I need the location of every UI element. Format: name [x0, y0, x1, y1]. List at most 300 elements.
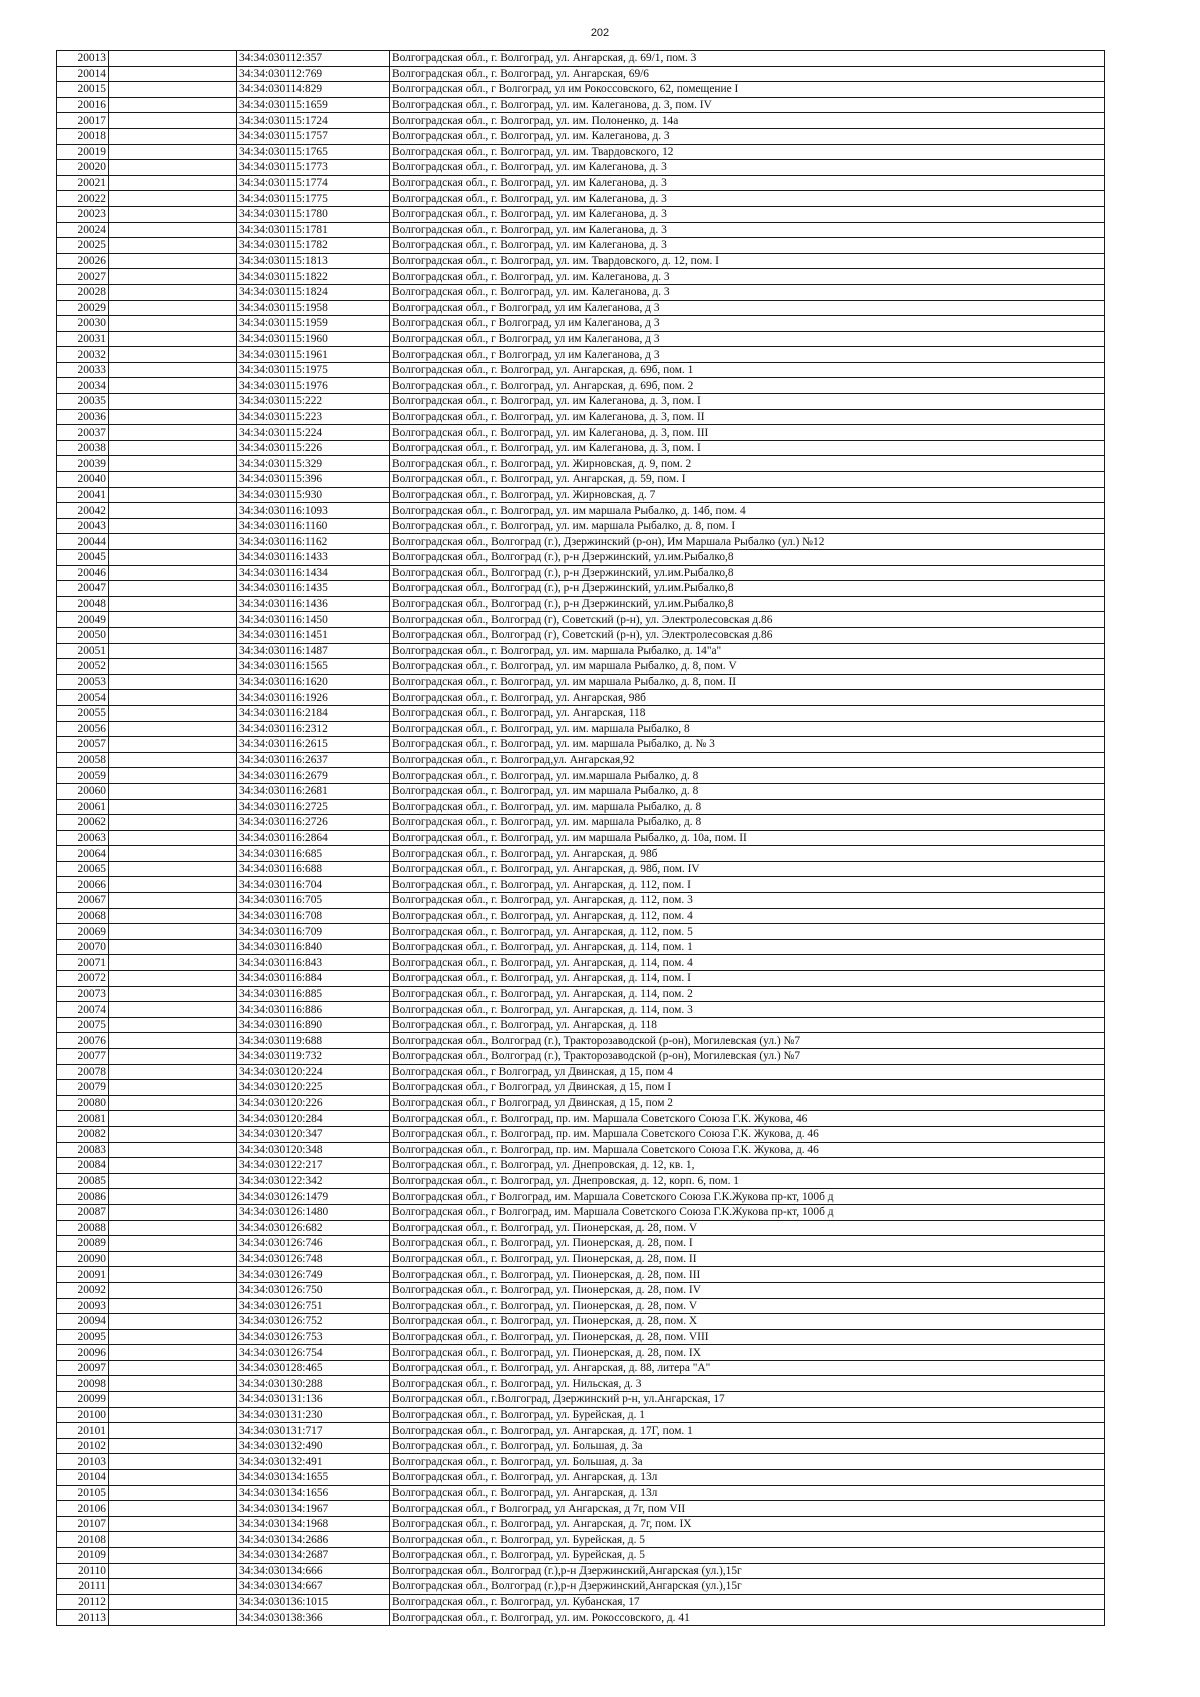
- row-number-cell: 20079: [57, 1080, 109, 1096]
- address-cell: Волгоградская обл., г. Волгоград, пр. им. Маршала Советского Союза Г.К. Жукова, д. 46: [390, 1126, 1105, 1142]
- cadastral-number-cell: 34:34:030138:366: [237, 1610, 390, 1626]
- empty-cell: [109, 113, 237, 129]
- address-cell: Волгоградская обл., г. Волгоград, ул. Ангарская, д. 17Г, пом. 1: [390, 1423, 1105, 1439]
- row-number-cell: 20071: [57, 955, 109, 971]
- empty-cell: [109, 1329, 237, 1345]
- empty-cell: [109, 612, 237, 628]
- cadastral-number-cell: 34:34:030136:1015: [237, 1594, 390, 1610]
- cadastral-number-cell: 34:34:030134:2686: [237, 1532, 390, 1548]
- row-number-cell: 20085: [57, 1173, 109, 1189]
- cadastral-number-cell: 34:34:030116:840: [237, 939, 390, 955]
- address-cell: Волгоградская обл., г. Волгоград, ул. им маршала Рыбалко, д. 8, пом. II: [390, 674, 1105, 690]
- table-row: [57, 51, 1105, 67]
- table-row: [57, 362, 1105, 378]
- address-cell: Волгоградская обл., г. Волгоград, ул. им. маршала Рыбалко, д. 8, пом. I: [390, 518, 1105, 534]
- cadastral-number-cell: 34:34:030115:1782: [237, 238, 390, 254]
- row-number-cell: 20033: [57, 362, 109, 378]
- empty-cell: [109, 1111, 237, 1127]
- row-number-cell: 20029: [57, 300, 109, 316]
- empty-cell: [109, 440, 237, 456]
- address-cell: Волгоградская обл., г. Волгоград, ул. Ангарская, д. 69б, пом. 1: [390, 362, 1105, 378]
- address-cell: Волгоградская обл., Волгоград (г.), р-н Дзержинский, ул.им.Рыбалко,8: [390, 581, 1105, 597]
- table-row: [57, 472, 1105, 488]
- cadastral-number-cell: 34:34:030116:709: [237, 924, 390, 940]
- cadastral-number-cell: 34:34:030116:885: [237, 986, 390, 1002]
- cadastral-number-cell: 34:34:030116:2726: [237, 815, 390, 831]
- table-row: [57, 1516, 1105, 1532]
- table-row: [57, 1485, 1105, 1501]
- cadastral-number-cell: 34:34:030116:1433: [237, 550, 390, 566]
- address-cell: Волгоградская обл., г. Волгоград, ул. Большая, д. 3а: [390, 1454, 1105, 1470]
- row-number-cell: 20028: [57, 284, 109, 300]
- cadastral-number-cell: 34:34:030126:1480: [237, 1204, 390, 1220]
- empty-cell: [109, 222, 237, 238]
- empty-cell: [109, 1267, 237, 1283]
- row-number-cell: 20055: [57, 705, 109, 721]
- cadastral-number-cell: 34:34:030134:1968: [237, 1516, 390, 1532]
- table-row: [57, 238, 1105, 254]
- register-table-body: [57, 51, 1105, 1626]
- row-number-cell: 20087: [57, 1204, 109, 1220]
- address-cell: Волгоградская обл., г. Волгоград, ул. им маршала Рыбалко, д. 14б, пом. 4: [390, 503, 1105, 519]
- cadastral-number-cell: 34:34:030116:2864: [237, 830, 390, 846]
- address-cell: Волгоградская обл., г. Волгоград, ул. им маршала Рыбалко, д. 8: [390, 783, 1105, 799]
- empty-cell: [109, 1033, 237, 1049]
- row-number-cell: 20035: [57, 394, 109, 410]
- row-number-cell: 20051: [57, 643, 109, 659]
- empty-cell: [109, 487, 237, 503]
- table-row: [57, 1189, 1105, 1205]
- address-cell: Волгоградская обл., Волгоград (г.), Тракторозаводской (р-он), Могилевская (ул.) №7: [390, 1049, 1105, 1065]
- table-row: [57, 924, 1105, 940]
- address-cell: Волгоградская обл., Волгоград (г), Советский (р-н), ул. Электролесовская д.86: [390, 627, 1105, 643]
- row-number-cell: 20072: [57, 971, 109, 987]
- address-cell: Волгоградская обл., г.Волгоград, Дзержинский р-н, ул.Ангарская, 17: [390, 1392, 1105, 1408]
- address-cell: Волгоградская обл., г. Волгоград, ул. им. Рокоссовского, д. 41: [390, 1610, 1105, 1626]
- row-number-cell: 20032: [57, 347, 109, 363]
- table-row: [57, 1548, 1105, 1564]
- address-cell: Волгоградская обл., г Волгоград, ул им Калеганова, д 3: [390, 347, 1105, 363]
- row-number-cell: 20091: [57, 1267, 109, 1283]
- cadastral-number-cell: 34:34:030115:1959: [237, 316, 390, 332]
- address-cell: Волгоградская обл., Волгоград (г.),р-н Дзержинский,Ангарская (ул.),15г: [390, 1579, 1105, 1595]
- cadastral-number-cell: 34:34:030116:843: [237, 955, 390, 971]
- address-cell: Волгоградская обл., г. Волгоград, ул. Пионерская, д. 28, пом. V: [390, 1220, 1105, 1236]
- empty-cell: [109, 830, 237, 846]
- table-row: [57, 1095, 1105, 1111]
- cadastral-number-cell: 34:34:030126:682: [237, 1220, 390, 1236]
- row-number-cell: 20020: [57, 160, 109, 176]
- cadastral-number-cell: 34:34:030116:2679: [237, 768, 390, 784]
- table-row: [57, 440, 1105, 456]
- empty-cell: [109, 721, 237, 737]
- row-number-cell: 20084: [57, 1158, 109, 1174]
- row-number-cell: 20027: [57, 269, 109, 285]
- row-number-cell: 20037: [57, 425, 109, 441]
- row-number-cell: 20038: [57, 440, 109, 456]
- table-row: [57, 347, 1105, 363]
- cadastral-number-cell: 34:34:030115:1822: [237, 269, 390, 285]
- cadastral-number-cell: 34:34:030116:884: [237, 971, 390, 987]
- empty-cell: [109, 1438, 237, 1454]
- cadastral-number-cell: 34:34:030115:224: [237, 425, 390, 441]
- empty-cell: [109, 877, 237, 893]
- cadastral-number-cell: 34:34:030126:749: [237, 1267, 390, 1283]
- table-row: [57, 955, 1105, 971]
- address-cell: Волгоградская обл., г. Волгоград, ул. им. Калеганова, д. 3: [390, 128, 1105, 144]
- table-row: [57, 908, 1105, 924]
- address-cell: Волгоградская обл., г. Волгоград, ул. им Калеганова, д. 3, пом. II: [390, 409, 1105, 425]
- row-number-cell: 20013: [57, 51, 109, 67]
- address-cell: Волгоградская обл., г. Волгоград, ул. Ангарская, д. 114, пом. 1: [390, 939, 1105, 955]
- empty-cell: [109, 1548, 237, 1564]
- address-cell: Волгоградская обл., г. Волгоград, ул. им Калеганова, д. 3: [390, 222, 1105, 238]
- empty-cell: [109, 1314, 237, 1330]
- cadastral-number-cell: 34:34:030116:1434: [237, 565, 390, 581]
- table-row: [57, 534, 1105, 550]
- table-row: [57, 1423, 1105, 1439]
- address-cell: Волгоградская обл., г. Волгоград, ул. им Калеганова, д. 3, пом. III: [390, 425, 1105, 441]
- empty-cell: [109, 206, 237, 222]
- row-number-cell: 20098: [57, 1376, 109, 1392]
- empty-cell: [109, 1017, 237, 1033]
- cadastral-number-cell: 34:34:030116:708: [237, 908, 390, 924]
- empty-cell: [109, 518, 237, 534]
- address-cell: Волгоградская обл., г. Волгоград, ул. им. маршала Рыбалко, д. 14"а": [390, 643, 1105, 659]
- table-row: [57, 300, 1105, 316]
- cadastral-number-cell: 34:34:030126:751: [237, 1298, 390, 1314]
- address-cell: Волгоградская обл., г. Волгоград, ул. Жирновская, д. 7: [390, 487, 1105, 503]
- empty-cell: [109, 596, 237, 612]
- empty-cell: [109, 1064, 237, 1080]
- table-row: [57, 1002, 1105, 1018]
- table-row: [57, 409, 1105, 425]
- cadastral-number-cell: 34:34:030120:224: [237, 1064, 390, 1080]
- row-number-cell: 20034: [57, 378, 109, 394]
- table-row: [57, 82, 1105, 98]
- empty-cell: [109, 238, 237, 254]
- empty-cell: [109, 908, 237, 924]
- cadastral-number-cell: 34:34:030115:1757: [237, 128, 390, 144]
- cadastral-number-cell: 34:34:030115:1780: [237, 206, 390, 222]
- row-number-cell: 20036: [57, 409, 109, 425]
- row-number-cell: 20113: [57, 1610, 109, 1626]
- row-number-cell: 20090: [57, 1251, 109, 1267]
- cadastral-number-cell: 34:34:030116:705: [237, 893, 390, 909]
- empty-cell: [109, 191, 237, 207]
- table-row: [57, 378, 1105, 394]
- table-row: [57, 1220, 1105, 1236]
- address-cell: Волгоградская обл., г. Волгоград, ул. Ангарская, д. 112, пом. 3: [390, 893, 1105, 909]
- cadastral-number-cell: 34:34:030134:1656: [237, 1485, 390, 1501]
- empty-cell: [109, 705, 237, 721]
- table-row: [57, 316, 1105, 332]
- row-number-cell: 20014: [57, 66, 109, 82]
- table-row: [57, 1360, 1105, 1376]
- table-row: [57, 269, 1105, 285]
- empty-cell: [109, 1204, 237, 1220]
- address-cell: Волгоградская обл., г. Волгоград, пр. им. Маршала Советского Союза Г.К. Жукова, д. 46: [390, 1142, 1105, 1158]
- table-row: [57, 1501, 1105, 1517]
- empty-cell: [109, 565, 237, 581]
- address-cell: Волгоградская обл., Волгоград (г.), Дзержинский (р-он), Им Маршала Рыбалко (ул.) №12: [390, 534, 1105, 550]
- cadastral-number-cell: 34:34:030126:748: [237, 1251, 390, 1267]
- table-row: [57, 659, 1105, 675]
- row-number-cell: 20065: [57, 861, 109, 877]
- table-row: [57, 1064, 1105, 1080]
- table-row: [57, 1033, 1105, 1049]
- address-cell: Волгоградская обл., г. Волгоград, ул. им Калеганова, д. 3, пом. I: [390, 440, 1105, 456]
- row-number-cell: 20094: [57, 1314, 109, 1330]
- cadastral-number-cell: 34:34:030134:666: [237, 1563, 390, 1579]
- address-cell: Волгоградская обл., г. Волгоград, ул. Ангарская, д. 88, литера "А": [390, 1360, 1105, 1376]
- row-number-cell: 20100: [57, 1407, 109, 1423]
- address-cell: Волгоградская обл., г. Волгоград, ул. им. Калеганова, д. 3: [390, 284, 1105, 300]
- table-row: [57, 1126, 1105, 1142]
- cadastral-number-cell: 34:34:030134:2687: [237, 1548, 390, 1564]
- address-cell: Волгоградская обл., г Волгоград, ул Двинская, д 15, пом 4: [390, 1064, 1105, 1080]
- cadastral-number-cell: 34:34:030116:1162: [237, 534, 390, 550]
- table-row: [57, 128, 1105, 144]
- address-cell: Волгоградская обл., Волгоград (г), Советский (р-н), ул. Электролесовская д.86: [390, 612, 1105, 628]
- table-row: [57, 986, 1105, 1002]
- empty-cell: [109, 1423, 237, 1439]
- cadastral-number-cell: 34:34:030115:1958: [237, 300, 390, 316]
- table-row: [57, 1345, 1105, 1361]
- row-number-cell: 20060: [57, 783, 109, 799]
- row-number-cell: 20082: [57, 1126, 109, 1142]
- cadastral-number-cell: 34:34:030115:1659: [237, 97, 390, 113]
- cadastral-register-table: [56, 50, 1105, 1626]
- cadastral-number-cell: 34:34:030126:746: [237, 1236, 390, 1252]
- address-cell: Волгоградская обл., г. Волгоград, ул. им. Твардовского, 12: [390, 144, 1105, 160]
- empty-cell: [109, 1189, 237, 1205]
- empty-cell: [109, 1485, 237, 1501]
- cadastral-number-cell: 34:34:030126:750: [237, 1282, 390, 1298]
- row-number-cell: 20105: [57, 1485, 109, 1501]
- empty-cell: [109, 534, 237, 550]
- empty-cell: [109, 331, 237, 347]
- address-cell: Волгоградская обл., г Волгоград, им. Маршала Советского Союза Г.К.Жукова пр-кт, 100б д: [390, 1189, 1105, 1205]
- empty-cell: [109, 1345, 237, 1361]
- table-row: [57, 1594, 1105, 1610]
- table-row: [57, 1314, 1105, 1330]
- empty-cell: [109, 939, 237, 955]
- empty-cell: [109, 144, 237, 160]
- row-number-cell: 20023: [57, 206, 109, 222]
- empty-cell: [109, 409, 237, 425]
- address-cell: Волгоградская обл., г. Волгоград, ул. Пионерская, д. 28, пом. IV: [390, 1282, 1105, 1298]
- empty-cell: [109, 425, 237, 441]
- table-row: [57, 394, 1105, 410]
- row-number-cell: 20040: [57, 472, 109, 488]
- cadastral-number-cell: 34:34:030128:465: [237, 1360, 390, 1376]
- row-number-cell: 20081: [57, 1111, 109, 1127]
- table-row: [57, 815, 1105, 831]
- address-cell: Волгоградская обл., г. Волгоград, ул. Ангарская, д. 114, пом. 3: [390, 1002, 1105, 1018]
- cadastral-number-cell: 34:34:030120:225: [237, 1080, 390, 1096]
- row-number-cell: 20076: [57, 1033, 109, 1049]
- cadastral-number-cell: 34:34:030116:2637: [237, 752, 390, 768]
- table-row: [57, 1142, 1105, 1158]
- table-row: [57, 425, 1105, 441]
- table-row: [57, 721, 1105, 737]
- address-cell: Волгоградская обл., Волгоград (г.), р-н Дзержинский, ул.им.Рыбалко,8: [390, 565, 1105, 581]
- address-cell: Волгоградская обл., г. Волгоград, ул. Пионерская, д. 28, пом. X: [390, 1314, 1105, 1330]
- cadastral-number-cell: 34:34:030115:1976: [237, 378, 390, 394]
- empty-cell: [109, 472, 237, 488]
- cadastral-number-cell: 34:34:030115:1724: [237, 113, 390, 129]
- cadastral-number-cell: 34:34:030115:1824: [237, 284, 390, 300]
- empty-cell: [109, 97, 237, 113]
- row-number-cell: 20088: [57, 1220, 109, 1236]
- row-number-cell: 20110: [57, 1563, 109, 1579]
- table-row: [57, 830, 1105, 846]
- row-number-cell: 20053: [57, 674, 109, 690]
- cadastral-number-cell: 34:34:030115:1773: [237, 160, 390, 176]
- address-cell: Волгоградская обл., г. Волгоград, ул. им. Полоненко, д. 14а: [390, 113, 1105, 129]
- row-number-cell: 20021: [57, 175, 109, 191]
- table-row: [57, 222, 1105, 238]
- cadastral-number-cell: 34:34:030115:1774: [237, 175, 390, 191]
- table-row: [57, 1532, 1105, 1548]
- empty-cell: [109, 456, 237, 472]
- row-number-cell: 20095: [57, 1329, 109, 1345]
- row-number-cell: 20045: [57, 550, 109, 566]
- address-cell: Волгоградская обл., г. Волгоград,ул. Ангарская,92: [390, 752, 1105, 768]
- row-number-cell: 20047: [57, 581, 109, 597]
- row-number-cell: 20093: [57, 1298, 109, 1314]
- empty-cell: [109, 643, 237, 659]
- empty-cell: [109, 300, 237, 316]
- row-number-cell: 20096: [57, 1345, 109, 1361]
- empty-cell: [109, 1049, 237, 1065]
- table-row: [57, 253, 1105, 269]
- address-cell: Волгоградская обл., г. Волгоград, ул. Ангарская, д. 112, пом. I: [390, 877, 1105, 893]
- address-cell: Волгоградская обл., г. Волгоград, ул. Кубанская, 17: [390, 1594, 1105, 1610]
- row-number-cell: 20044: [57, 534, 109, 550]
- address-cell: Волгоградская обл., г. Волгоград, ул. Ангарская, 98б: [390, 690, 1105, 706]
- empty-cell: [109, 1454, 237, 1470]
- table-row: [57, 1080, 1105, 1096]
- table-row: [57, 144, 1105, 160]
- address-cell: Волгоградская обл., г. Волгоград, ул. Пионерская, д. 28, пом. VIII: [390, 1329, 1105, 1345]
- empty-cell: [109, 768, 237, 784]
- table-row: [57, 97, 1105, 113]
- row-number-cell: 20046: [57, 565, 109, 581]
- row-number-cell: 20104: [57, 1470, 109, 1486]
- address-cell: Волгоградская обл., г Волгоград, им. Маршала Советского Союза Г.К.Жукова пр-кт, 100б д: [390, 1204, 1105, 1220]
- row-number-cell: 20025: [57, 238, 109, 254]
- address-cell: Волгоградская обл., г Волгоград, ул Двинская, д 15, пом 2: [390, 1095, 1105, 1111]
- cadastral-number-cell: 34:34:030116:1926: [237, 690, 390, 706]
- cadastral-number-cell: 34:34:030115:1775: [237, 191, 390, 207]
- table-row: [57, 1407, 1105, 1423]
- cadastral-number-cell: 34:34:030120:348: [237, 1142, 390, 1158]
- address-cell: Волгоградская обл., г. Волгоград, ул. Ангарская, 69/6: [390, 66, 1105, 82]
- row-number-cell: 20048: [57, 596, 109, 612]
- table-row: [57, 581, 1105, 597]
- row-number-cell: 20101: [57, 1423, 109, 1439]
- address-cell: Волгоградская обл., г. Волгоград, ул. Ангарская, д. 114, пом. I: [390, 971, 1105, 987]
- address-cell: Волгоградская обл., г. Волгоград, ул. Бурейская, д. 1: [390, 1407, 1105, 1423]
- empty-cell: [109, 1610, 237, 1626]
- table-row: [57, 175, 1105, 191]
- table-row: [57, 1204, 1105, 1220]
- address-cell: Волгоградская обл., г. Волгоград, ул. им. маршала Рыбалко, 8: [390, 721, 1105, 737]
- address-cell: Волгоградская обл., г. Волгоград, ул. Пионерская, д. 28, пом. IX: [390, 1345, 1105, 1361]
- row-number-cell: 20103: [57, 1454, 109, 1470]
- address-cell: Волгоградская обл., г. Волгоград, ул. им. маршала Рыбалко, д. № 3: [390, 737, 1105, 753]
- cadastral-number-cell: 34:34:030115:1765: [237, 144, 390, 160]
- empty-cell: [109, 51, 237, 67]
- address-cell: Волгоградская обл., г Волгоград, ул Двинская, д 15, пом I: [390, 1080, 1105, 1096]
- table-row: [57, 783, 1105, 799]
- cadastral-number-cell: 34:34:030115:1961: [237, 347, 390, 363]
- cadastral-number-cell: 34:34:030134:1967: [237, 1501, 390, 1517]
- empty-cell: [109, 674, 237, 690]
- table-row: [57, 1376, 1105, 1392]
- empty-cell: [109, 1594, 237, 1610]
- cadastral-number-cell: 34:34:030122:342: [237, 1173, 390, 1189]
- empty-cell: [109, 659, 237, 675]
- cadastral-number-cell: 34:34:030126:754: [237, 1345, 390, 1361]
- table-row: [57, 191, 1105, 207]
- empty-cell: [109, 316, 237, 332]
- row-number-cell: 20089: [57, 1236, 109, 1252]
- row-number-cell: 20075: [57, 1017, 109, 1033]
- row-number-cell: 20057: [57, 737, 109, 753]
- cadastral-number-cell: 34:34:030115:1781: [237, 222, 390, 238]
- address-cell: Волгоградская обл., г. Волгоград, ул. Ангарская, д. 69/1, пом. 3: [390, 51, 1105, 67]
- address-cell: Волгоградская обл., г. Волгоград, ул. им маршала Рыбалко, д. 10а, пом. II: [390, 830, 1105, 846]
- row-number-cell: 20092: [57, 1282, 109, 1298]
- empty-cell: [109, 1173, 237, 1189]
- empty-cell: [109, 924, 237, 940]
- empty-cell: [109, 1126, 237, 1142]
- table-row: [57, 1610, 1105, 1626]
- row-number-cell: 20077: [57, 1049, 109, 1065]
- table-row: [57, 1438, 1105, 1454]
- table-row: [57, 705, 1105, 721]
- cadastral-number-cell: 34:34:030130:288: [237, 1376, 390, 1392]
- table-row: [57, 627, 1105, 643]
- empty-cell: [109, 1392, 237, 1408]
- address-cell: Волгоградская обл., г. Волгоград, ул. Ангарская, д. 118: [390, 1017, 1105, 1033]
- empty-cell: [109, 971, 237, 987]
- row-number-cell: 20056: [57, 721, 109, 737]
- address-cell: Волгоградская обл., г. Волгоград, пр. им. Маршала Советского Союза Г.К. Жукова, 46: [390, 1111, 1105, 1127]
- row-number-cell: 20018: [57, 128, 109, 144]
- row-number-cell: 20080: [57, 1095, 109, 1111]
- row-number-cell: 20107: [57, 1516, 109, 1532]
- cadastral-number-cell: 34:34:030134:1655: [237, 1470, 390, 1486]
- cadastral-number-cell: 34:34:030114:829: [237, 82, 390, 98]
- cadastral-number-cell: 34:34:030116:1160: [237, 518, 390, 534]
- row-number-cell: 20042: [57, 503, 109, 519]
- address-cell: Волгоградская обл., г. Волгоград, ул. им Калеганова, д. 3: [390, 191, 1105, 207]
- address-cell: Волгоградская обл., г. Волгоград, ул. Ангарская, д. 13л: [390, 1485, 1105, 1501]
- empty-cell: [109, 66, 237, 82]
- empty-cell: [109, 1516, 237, 1532]
- empty-cell: [109, 253, 237, 269]
- empty-cell: [109, 1158, 237, 1174]
- address-cell: Волгоградская обл., г. Волгоград, ул. Ангарская, д. 112, пом. 4: [390, 908, 1105, 924]
- empty-cell: [109, 1376, 237, 1392]
- table-row: [57, 565, 1105, 581]
- empty-cell: [109, 550, 237, 566]
- empty-cell: [109, 503, 237, 519]
